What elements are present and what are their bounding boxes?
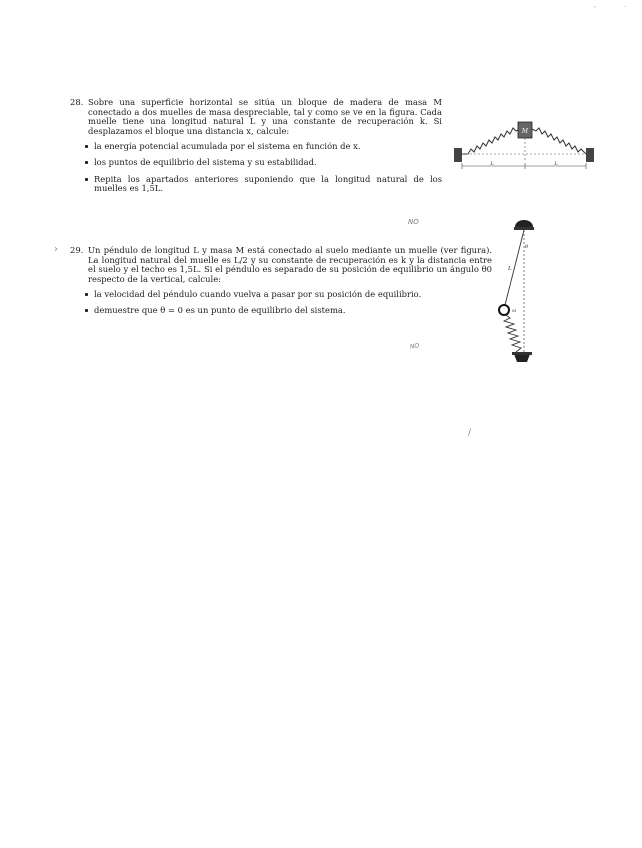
right-wall (586, 148, 594, 162)
problem-number: 28. (70, 97, 84, 107)
handwritten-note: NO (408, 218, 419, 226)
dimension-label-left: L (490, 161, 494, 167)
ceiling-bar (514, 227, 534, 230)
block-label: M (521, 128, 529, 135)
mass-label: M (512, 308, 517, 313)
pencil-mark: , (594, 2, 596, 9)
handwritten-note: NO (409, 342, 420, 351)
question-item: los puntos de equilibrio del sistema y su estabilidad. (94, 158, 442, 168)
problem-number: 29. (70, 245, 84, 255)
figure-block-springs (450, 116, 600, 178)
spring (504, 315, 521, 352)
question-item: demuestre que θ = 0 es un punto de equilibrio del sistema. (94, 306, 492, 316)
pencil-mark: › (54, 244, 58, 255)
problem-statement: Un péndulo de longitud L y masa M está conectado al suelo mediante un muelle (ver figura). La longitud natural del muelle es L/2 y su constante de recuperación es k y la distancia entre el suelo y el techo es 1,5L. Si el péndulo es separado de su posición de equilibrio un ángulo θ0 respecto de la vertical, calcule: (88, 245, 492, 284)
dimension-label-right: L (554, 161, 558, 167)
problem-28 (70, 98, 442, 200)
question-item: la energía potencial acumulada por el sistema en función de x. (94, 142, 442, 152)
left-wall (454, 148, 462, 162)
question-list (70, 142, 442, 193)
pencil-mark: . (624, 2, 626, 9)
question-list (70, 290, 492, 316)
ceiling-mount (515, 220, 533, 227)
figure-pendulum-spring (494, 214, 554, 374)
problem-29 (70, 246, 492, 323)
pendulum-mass (499, 305, 509, 315)
question-item: la velocidad del péndulo cuando vuelva a pasar por su posición de equilibrio. (94, 290, 492, 300)
left-spring (462, 128, 520, 154)
floor-anchor (514, 354, 530, 362)
length-label: L (508, 266, 512, 272)
pencil-mark: / (468, 428, 472, 438)
right-spring (532, 128, 586, 154)
question-item: Repita los apartados anteriores suponiendo que la longitud natural de los muelles es 1,5L. (94, 173, 442, 194)
floor-base (512, 352, 532, 355)
angle-label: θ (525, 244, 529, 250)
problem-statement: Sobre una superficie horizontal se sitúa un bloque de madera de masa M conectado a dos muelles de masa despreciable, tal y como se ve en la figura. Cada muelle tiene una longitud natural L y una constante de recuperación k. Si desplazamos el bloque una distancia x, calcule: (88, 97, 442, 136)
pendulum-rod (504, 230, 524, 309)
